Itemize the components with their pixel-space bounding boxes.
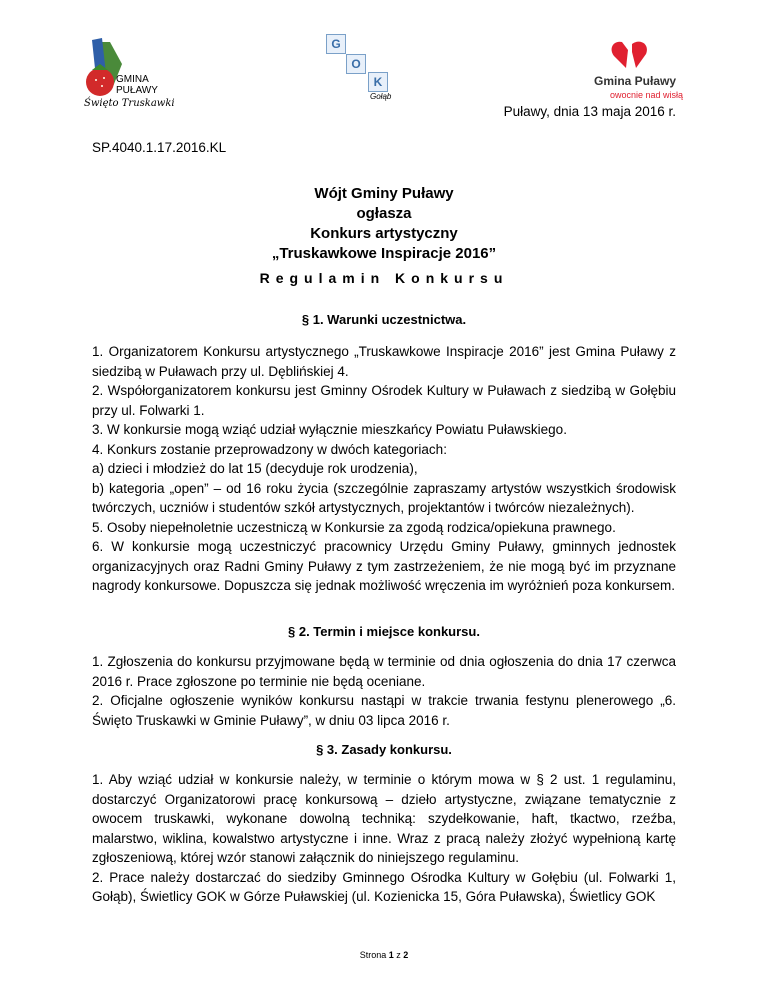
page-footer [0, 950, 768, 960]
gok-golab-logo [320, 30, 400, 106]
footer-prefix: Strona [359, 950, 389, 960]
section-1-heading: § 1. Warunki uczestnictwa. [301, 312, 467, 327]
logo-slogan-text: owocnie nad wisłą [610, 90, 684, 100]
paragraph-line: 1. Organizatorem Konkursu artystycznego „Truskawkowe Inspiracje 2016” jest Gmina Puławy z siedzibą w Puławach przy ul. Dęblińskiej 4. [92, 344, 676, 379]
paragraph-line: 2. Oficjalne ogłoszenie wyników konkursu nastąpi w trakcie trwania festynu plenerowego „6. Święto Truskawki w Gminie Puławy”, w dniu 03 lipca 2016 r. [92, 693, 676, 728]
paragraph-line: a) dzieci i młodzież do lat 15 (decyduje rok urodzenia), [92, 461, 418, 476]
title-line: ogłasza [356, 205, 412, 222]
gok-golab-text: Gołąb [370, 92, 392, 101]
section-2-body [92, 652, 676, 730]
section-3-heading: § 3. Zasady konkursu. [316, 742, 452, 757]
logo-swieto-text: Święto Truskawki [84, 98, 175, 109]
paragraph-line: 1. Aby wziąć udział w konkursie należy, w terminie o którym mowa w § 2 ust. 1 regulaminu, dostarczyć Organizatorowi pracę konkursową – dzieło artystyczne, związane tematycznie z owocem truskawki, wykonane dowolną techniką: szydełkowanie, haft, tkactwo, rzeźba, malarstwo, wiklina, kowalstwo artystyczne i inne. Wraz z pracą należy złożyć wypełnioną kartę zgłoszeniową, której wzór stanowi załącznik do niniejszego regulaminu. [92, 772, 676, 865]
footer-middle: z [393, 950, 404, 960]
document-title [0, 184, 768, 264]
gok-letter-o: O [346, 54, 366, 74]
title-line: „Truskawkowe Inspiracje 2016” [271, 245, 497, 262]
paragraph-line: b) kategoria „open” – od 16 roku życia (szczególnie zapraszamy artystów wszystkich środowisk twórczych, uczniów i studentów szkół artystycznych, projektantów i twórców niezależnych). [92, 480, 676, 515]
logo-gmina-text: GMINA [116, 74, 149, 85]
gmina-pulawy-heart-logo [592, 38, 682, 108]
document-date: Puławy, dnia 13 maja 2016 r. [503, 104, 676, 119]
paragraph-line: 3. W konkursie mogą wziąć udział wyłącznie mieszkańcy Powiatu Puławskiego. [92, 422, 567, 437]
paragraph-line: 4. Konkurs zostanie przeprowadzony w dwóch kategoriach: [92, 441, 447, 457]
paragraph-line: 5. Osoby niepełnoletnie uczestniczą w Konkursie za zgodą rodzica/opiekuna prawnego. [92, 519, 616, 535]
regulamin-heading: Regulamin Konkursu [259, 270, 509, 286]
paragraph-line: 6. W konkursie mogą uczestniczyć pracownicy Urzędu Gminy Puławy, gminnych jednostek organizacyjnych oraz Radni Gminy Puławy z tym zastrzeżeniem, że nie mogą być im przyznane nagrody konkursowe. Dopuszcza się jednak możliwość wręczenia im wyróżnień poza konkursem. [92, 539, 676, 593]
title-line: Konkurs artystyczny [310, 225, 458, 242]
section-2-heading: § 2. Termin i miejsce konkursu. [288, 624, 480, 639]
paragraph-line: 1. Zgłoszenia do konkursu przyjmowane będą w terminie od dnia ogłoszenia do dnia 17 czerwca 2016 r. Prace zgłoszone po terminie nie będą oceniane. [92, 654, 676, 689]
footer-page-number: 1 [388, 950, 394, 960]
logo-pulawy-text: PUŁAWY [116, 85, 158, 96]
gok-letter-k: K [368, 72, 388, 92]
title-line: Wójt Gminy Puławy [314, 185, 454, 202]
paragraph-line: 2. Prace należy dostarczać do siedziby Gminnego Ośrodka Kultury w Gołębiu (ul. Folwarki 1, Gołąb), Świetlicy GOK w Górze Puławskiej (ul. Kozienicka 15, Góra Puławska), Świetlicy GOK [92, 869, 676, 904]
section-3-body [92, 770, 676, 907]
paragraph-line: 2. Współorganizatorem konkursu jest Gminny Ośrodek Kultury w Puławach z siedzibą w Gołębiu przy ul. Folwarki 1. [92, 383, 676, 418]
gok-letter-g: G [326, 34, 346, 54]
document-reference-number: SP.4040.1.17.2016.KL [92, 140, 227, 155]
footer-total-pages: 2 [403, 950, 409, 960]
logo-gmina-pulawy-text: Gmina Puławy [594, 74, 677, 88]
gmina-pulawy-strawberry-logo [82, 34, 182, 112]
section-1-body [92, 342, 676, 596]
